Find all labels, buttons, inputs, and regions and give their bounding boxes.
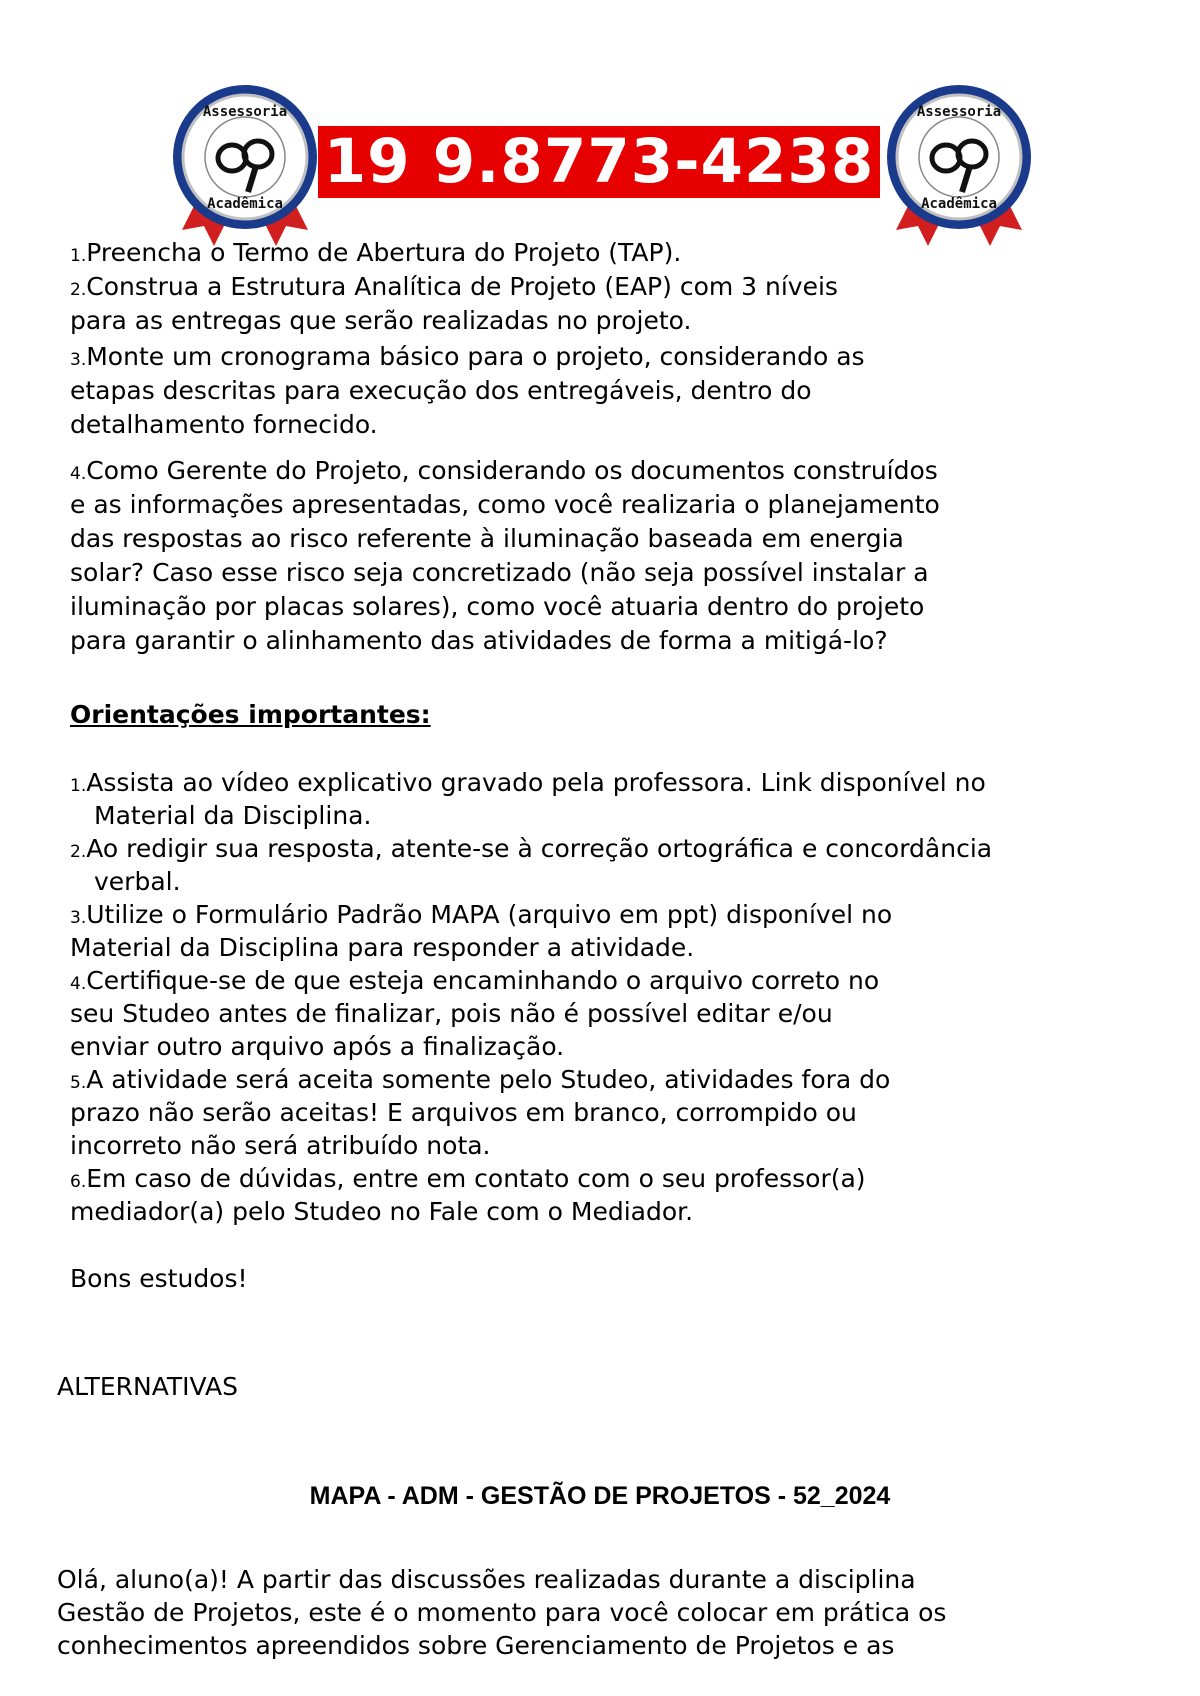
document-title: MAPA - ADM - GESTÃO DE PROJETOS - 52_2024 [309,1482,891,1510]
intro-line: conhecimentos apreendidos sobre Gerenciamento de Projetos e as [57,1631,895,1660]
svg-text:Acadêmica: Acadêmica [207,196,283,212]
task-line: Como Gerente do Projeto, considerando os documentos construídos [86,456,938,485]
guideline-line: A atividade será aceita somente pelo Studeo, atividades fora do [86,1065,891,1094]
guideline-item-5 [70,1063,890,1100]
guideline-line: seu Studeo antes de finalizar, pois não é possível editar e/ou [70,999,833,1028]
task-item-4 [70,454,938,491]
task-line: e as informações apresentadas, como você realizaria o planejamento [70,490,940,519]
guideline-number: 5. [70,1073,87,1093]
task-line: das respostas ao risco referente à iluminação baseada em energia [70,524,904,553]
intro-line: Gestão de Projetos, este é o momento para você colocar em prática os [57,1598,947,1627]
guideline-number: 6. [70,1172,87,1192]
intro-line: Olá, aluno(a)! A partir das discussões realizadas durante a disciplina [57,1565,916,1594]
header-banner [0,0,1200,250]
task-line: Monte um cronograma básico para o projeto, considerando as [86,342,865,371]
task-number: 2. [70,280,87,300]
guideline-line: mediador(a) pelo Studeo no Fale com o Mediador. [70,1197,694,1226]
task-line: detalhamento fornecido. [70,410,378,439]
closing-text: Bons estudos! [70,1264,248,1293]
guideline-line: enviar outro arquivo após a finalização. [70,1032,565,1061]
svg-text:Acadêmica: Acadêmica [921,196,997,212]
task-number: 3. [70,350,87,370]
guideline-line: Certifique-se de que esteja encaminhando o arquivo correto no [86,966,880,995]
task-number: 4. [70,464,87,484]
guideline-number: 4. [70,974,87,994]
guidelines-heading: Orientações importantes: [70,700,431,729]
task-line: solar? Caso esse risco seja concretizado (não seja possível instalar a [70,558,929,587]
guideline-line: prazo não serão aceitas! E arquivos em branco, corrompido ou [70,1098,857,1127]
guideline-line: Assista ao vídeo explicativo gravado pela professora. Link disponível no [86,768,986,797]
academic-seal-logo [884,82,1034,252]
guideline-item-1 [70,766,986,803]
guideline-line: verbal. [94,867,181,896]
guideline-item-3 [70,898,892,935]
guideline-line: incorreto não será atribuído nota. [70,1131,491,1160]
guideline-line: Utilize o Formulário Padrão MAPA (arquivo em ppt) disponível no [86,900,893,929]
guideline-line: Material da Disciplina. [94,801,372,830]
task-number: 1. [70,246,87,266]
task-line: etapas descritas para execução dos entregáveis, dentro do [70,376,812,405]
task-item-1 [70,236,681,273]
task-item-3 [70,340,865,377]
svg-text:Assessoria: Assessoria [916,104,1002,120]
guideline-number: 3. [70,908,87,928]
task-item-2 [70,270,838,307]
task-line: Construa a Estrutura Analítica de Projeto (EAP) com 3 níveis [86,272,838,301]
guideline-line: Em caso de dúvidas, entre em contato com o seu professor(a) [86,1164,866,1193]
task-line: para as entregas que serão realizadas no projeto. [70,306,692,335]
task-line: Preencha o Termo de Abertura do Projeto (TAP). [86,238,682,267]
svg-text:Assessoria: Assessoria [202,104,288,120]
alternatives-label: ALTERNATIVAS [57,1372,239,1401]
guideline-line: Material da Disciplina para responder a atividade. [70,933,695,962]
phone-number-banner: 19 9.8773-4238 [318,126,880,198]
guideline-number: 2. [70,842,87,862]
guideline-item-4 [70,964,879,1001]
academic-seal-logo [170,82,320,252]
guideline-item-2 [70,832,992,869]
guideline-number: 1. [70,776,87,796]
guideline-item-6 [70,1162,866,1199]
task-line: iluminação por placas solares), como você atuaria dentro do projeto [70,592,925,621]
task-line: para garantir o alinhamento das atividades de forma a mitigá-lo? [70,626,888,655]
guideline-line: Ao redigir sua resposta, atente-se à correção ortográfica e concordância [86,834,993,863]
